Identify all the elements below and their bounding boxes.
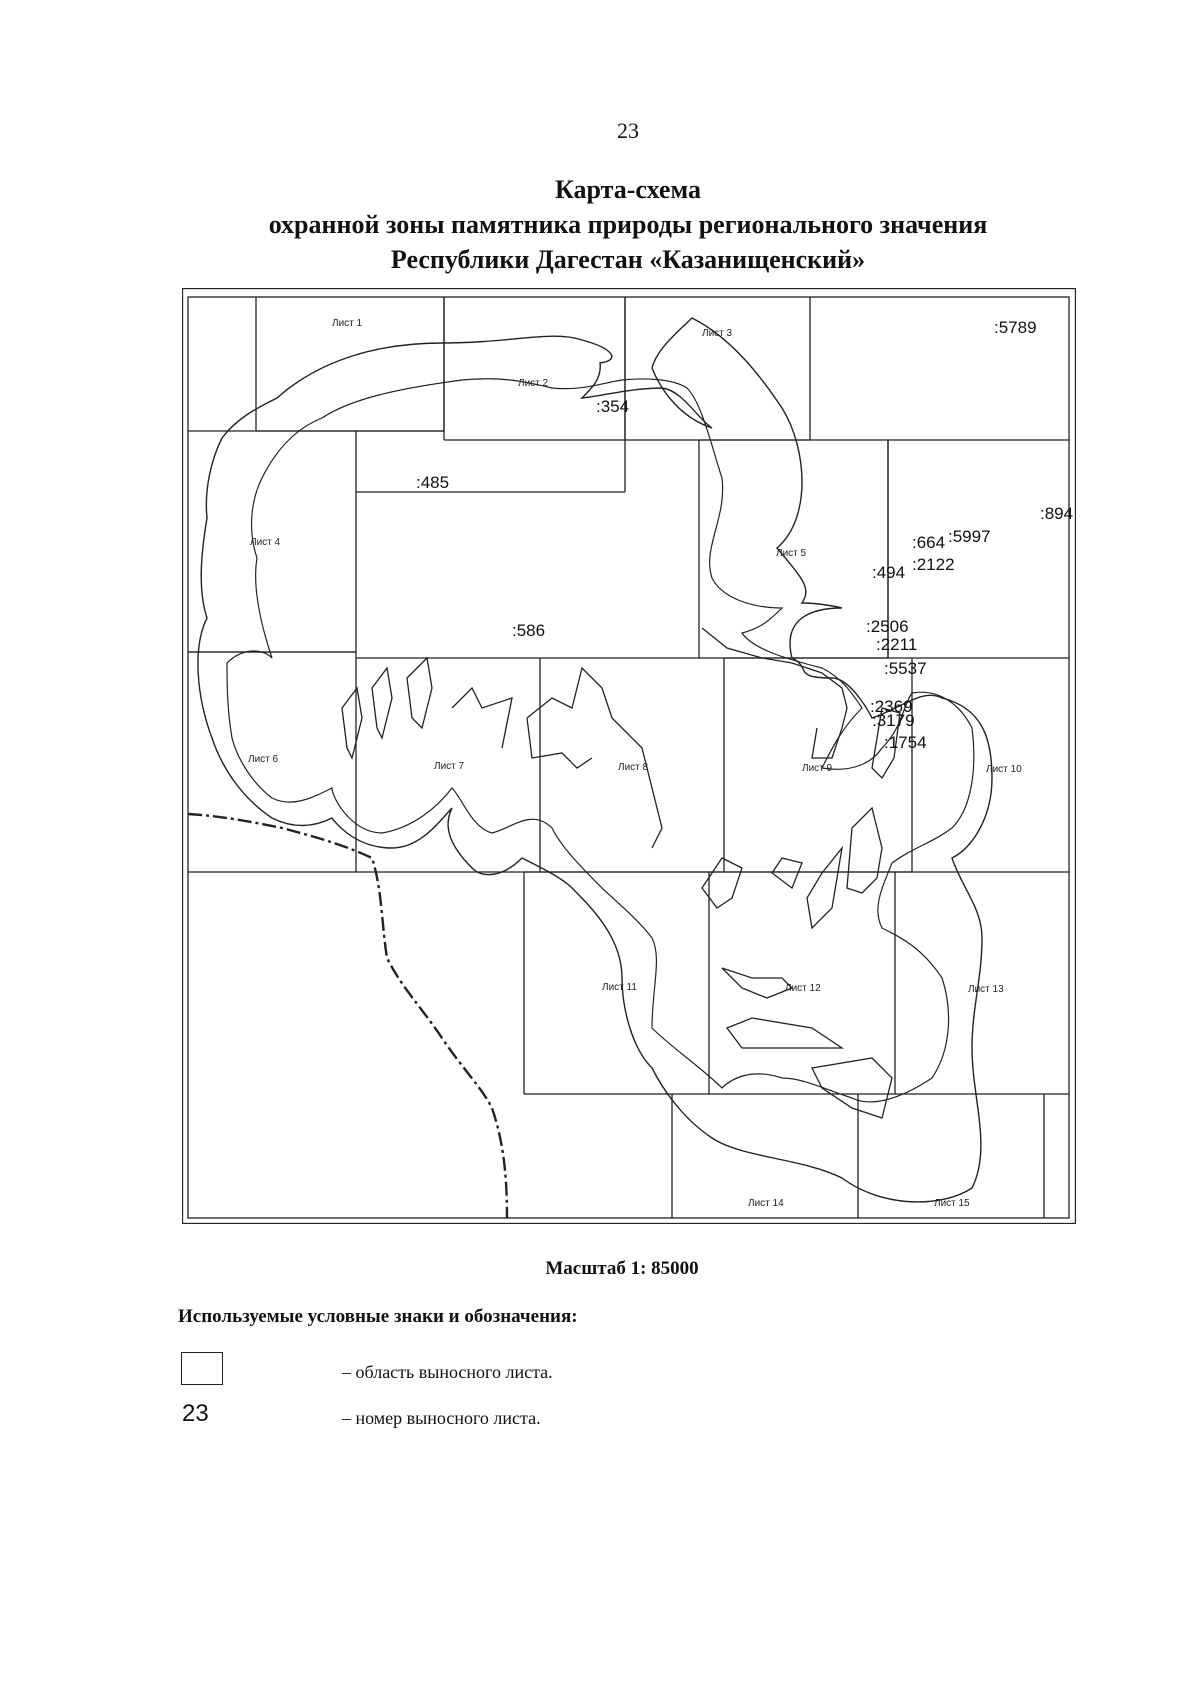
parcel-number-664: :664 (912, 533, 946, 552)
sheet-label-1: Лист 1 (332, 318, 363, 329)
legend-sheet-area-symbol (181, 1352, 223, 1385)
sheet-label-13: Лист 13 (968, 984, 1004, 995)
parcel-number-5997: :5997 (948, 527, 991, 546)
sheet-label-5: Лист 5 (776, 548, 807, 559)
map-outer-frame (183, 289, 1076, 1224)
parcel-number-5789: :5789 (994, 318, 1037, 337)
map-inner-frame (188, 297, 1069, 1218)
parcel-number-1754: :1754 (884, 733, 927, 752)
sheet-label-15: Лист 15 (934, 1198, 970, 1209)
legend-title: Используемые условные знаки и обозначения: (178, 1306, 578, 1327)
legend-sheet-number-text: – номер выносного листа. (342, 1408, 541, 1428)
parcel-outline-8 (527, 668, 662, 848)
page-number: 23 (617, 118, 639, 143)
sheet-grid (188, 297, 1069, 1218)
parcel-outline-7 (342, 658, 512, 758)
protection-zone-inner (227, 379, 974, 1102)
scheme-map[interactable] (182, 288, 1076, 1224)
title-line-3: Республики Дагестан «Казанищенский» (390, 245, 866, 274)
legend-sheet-number-symbol: 23 (182, 1400, 209, 1427)
parcel-number-894: :894 (1040, 504, 1074, 523)
parcel-number-2122: :2122 (912, 555, 955, 574)
sheet-label-12: Лист 12 (785, 983, 821, 994)
sheet-label-3: Лист 3 (702, 328, 733, 339)
sheet-label-4: Лист 4 (250, 537, 281, 548)
sheet-label-11: Лист 11 (602, 982, 637, 993)
map-scale: Масштаб 1: 85000 (545, 1258, 699, 1279)
parcel-number-5537: :5537 (884, 659, 927, 678)
parcel-numbers (416, 318, 1073, 752)
parcel-number-494: :494 (872, 563, 906, 582)
parcel-number-586: :586 (512, 621, 546, 640)
title-line-2: охранной зоны памятника природы регионального значения (268, 210, 988, 239)
sheet-label-6: Лист 6 (248, 754, 279, 765)
legend-sheet-area-text: – область выносного листа. (342, 1362, 553, 1382)
sheet-9-10-frame (724, 440, 1069, 872)
sheet-label-2: Лист 2 (518, 378, 549, 389)
parcel-number-485: :485 (416, 473, 450, 492)
administrative-boundary-line (188, 814, 507, 1218)
sheet-label-10: Лист 10 (986, 764, 1022, 775)
sheet-label-14: Лист 14 (748, 1198, 784, 1209)
sheet-label-7: Лист 7 (434, 761, 465, 772)
parcel-number-354: :354 (596, 397, 630, 416)
sheet-label-8: Лист 8 (618, 762, 649, 773)
title-line-1: Карта-схема (555, 175, 701, 204)
sheet-label-9: Лист 9 (802, 763, 833, 774)
parcel-outline-13 (812, 808, 892, 1118)
parcel-outline-12 (702, 848, 842, 1048)
parcel-number-3179: :3179 (872, 711, 915, 730)
parcel-number-2506: :2506 (866, 617, 909, 636)
parcel-number-2369: :2369 (870, 697, 913, 716)
parcel-number-2211: :2211 (876, 635, 918, 654)
sheet-labels (248, 318, 1022, 1209)
page-title (0, 172, 1200, 277)
